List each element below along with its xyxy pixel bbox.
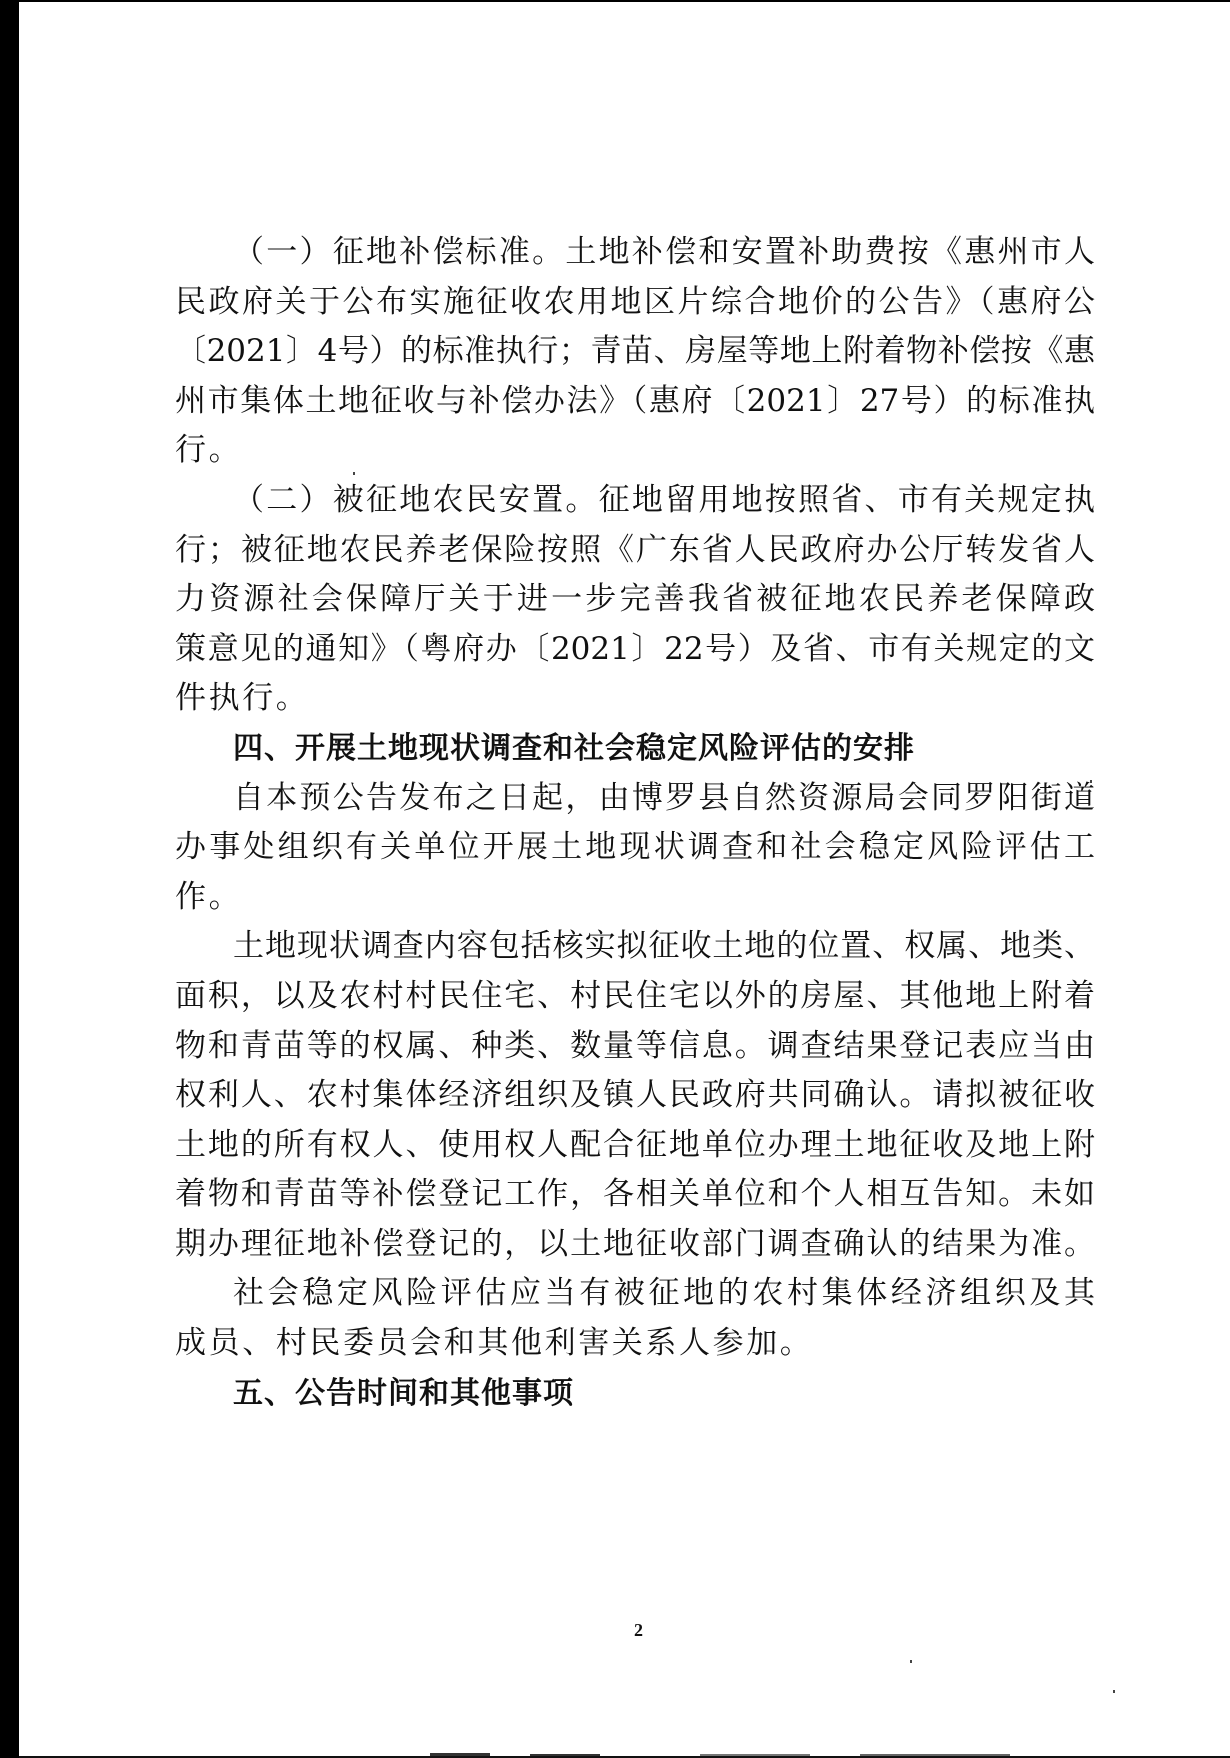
text-line: 权利人、农村集体经济组织及镇人民政府共同确认。请拟被征收 xyxy=(175,1077,1095,1114)
text-line: 成员、村民委员会和其他利害关系人参加。 xyxy=(175,1325,814,1362)
text-line: 土地的所有权人、使用权人配合征地单位办理土地征收及地上附 xyxy=(175,1126,1095,1163)
text-line: 行。 xyxy=(175,432,243,469)
scan-artifact xyxy=(700,1754,810,1756)
text-line: 策意见的通知》（粤府办〔2021〕22号）及省、市有关规定的文 xyxy=(175,630,1095,667)
text-line: 作。 xyxy=(175,878,243,915)
text-line: 土地现状调查内容包括核实拟征收土地的位置、权属、地类、 xyxy=(233,928,1095,965)
scan-border-top xyxy=(0,0,1230,2)
text-line: 自本预公告发布之日起，由博罗县自然资源局会同罗阳街道 xyxy=(233,779,1095,816)
text-line: 力资源社会保障厅关于进一步完善我省被征地农民养老保障政 xyxy=(175,581,1095,618)
text-line: 州市集体土地征收与补偿办法》（惠府〔2021〕27号）的标准执 xyxy=(175,382,1095,419)
text-line: 办事处组织有关单位开展土地现状调查和社会稳定风险评估工 xyxy=(175,829,1095,866)
text-line: 着物和青苗等补偿登记工作，各相关单位和个人相互告知。未如 xyxy=(175,1176,1095,1213)
scan-artifact xyxy=(860,1754,1010,1756)
scan-artifact xyxy=(530,1754,600,1756)
text-line: 面积，以及农村村民住宅、村民住宅以外的房屋、其他地上附着 xyxy=(175,977,1095,1014)
text-line: （二）被征地农民安置。征地留用地按照省、市有关规定执 xyxy=(233,481,1095,518)
text-line: 物和青苗等的权属、种类、数量等信息。调查结果登记表应当由 xyxy=(175,1027,1095,1064)
section-heading-5: 五、公告时间和其他事项 xyxy=(233,1375,574,1411)
text-line: 行；被征地农民养老保险按照《广东省人民政府办公厅转发省人 xyxy=(175,531,1095,568)
scan-border-left xyxy=(0,0,19,1758)
text-line: （一）征地补偿标准。土地补偿和安置补助费按《惠州市人 xyxy=(233,234,1095,270)
text-line: 期办理征地补偿登记的，以土地征收部门调查确认的结果为准。 xyxy=(175,1225,1095,1262)
page-number: 2 xyxy=(634,1620,643,1640)
text-line: 〔2021〕4号）的标准执行；青苗、房屋等地上附着物补偿按《惠 xyxy=(175,333,1095,370)
document-page xyxy=(175,228,1095,1418)
scan-artifact xyxy=(430,1753,490,1756)
scan-speck xyxy=(910,1660,912,1663)
text-line: 件执行。 xyxy=(175,680,310,717)
text-line: 民政府关于公布实施征收农用地区片综合地价的公告》（惠府公 xyxy=(175,283,1095,320)
text-line: 社会稳定风险评估应当有被征地的农村集体经济组织及其 xyxy=(233,1275,1095,1312)
scan-speck xyxy=(1113,1690,1115,1693)
section-heading-4: 四、开展土地现状调查和社会稳定风险评估的安排 xyxy=(233,730,915,766)
